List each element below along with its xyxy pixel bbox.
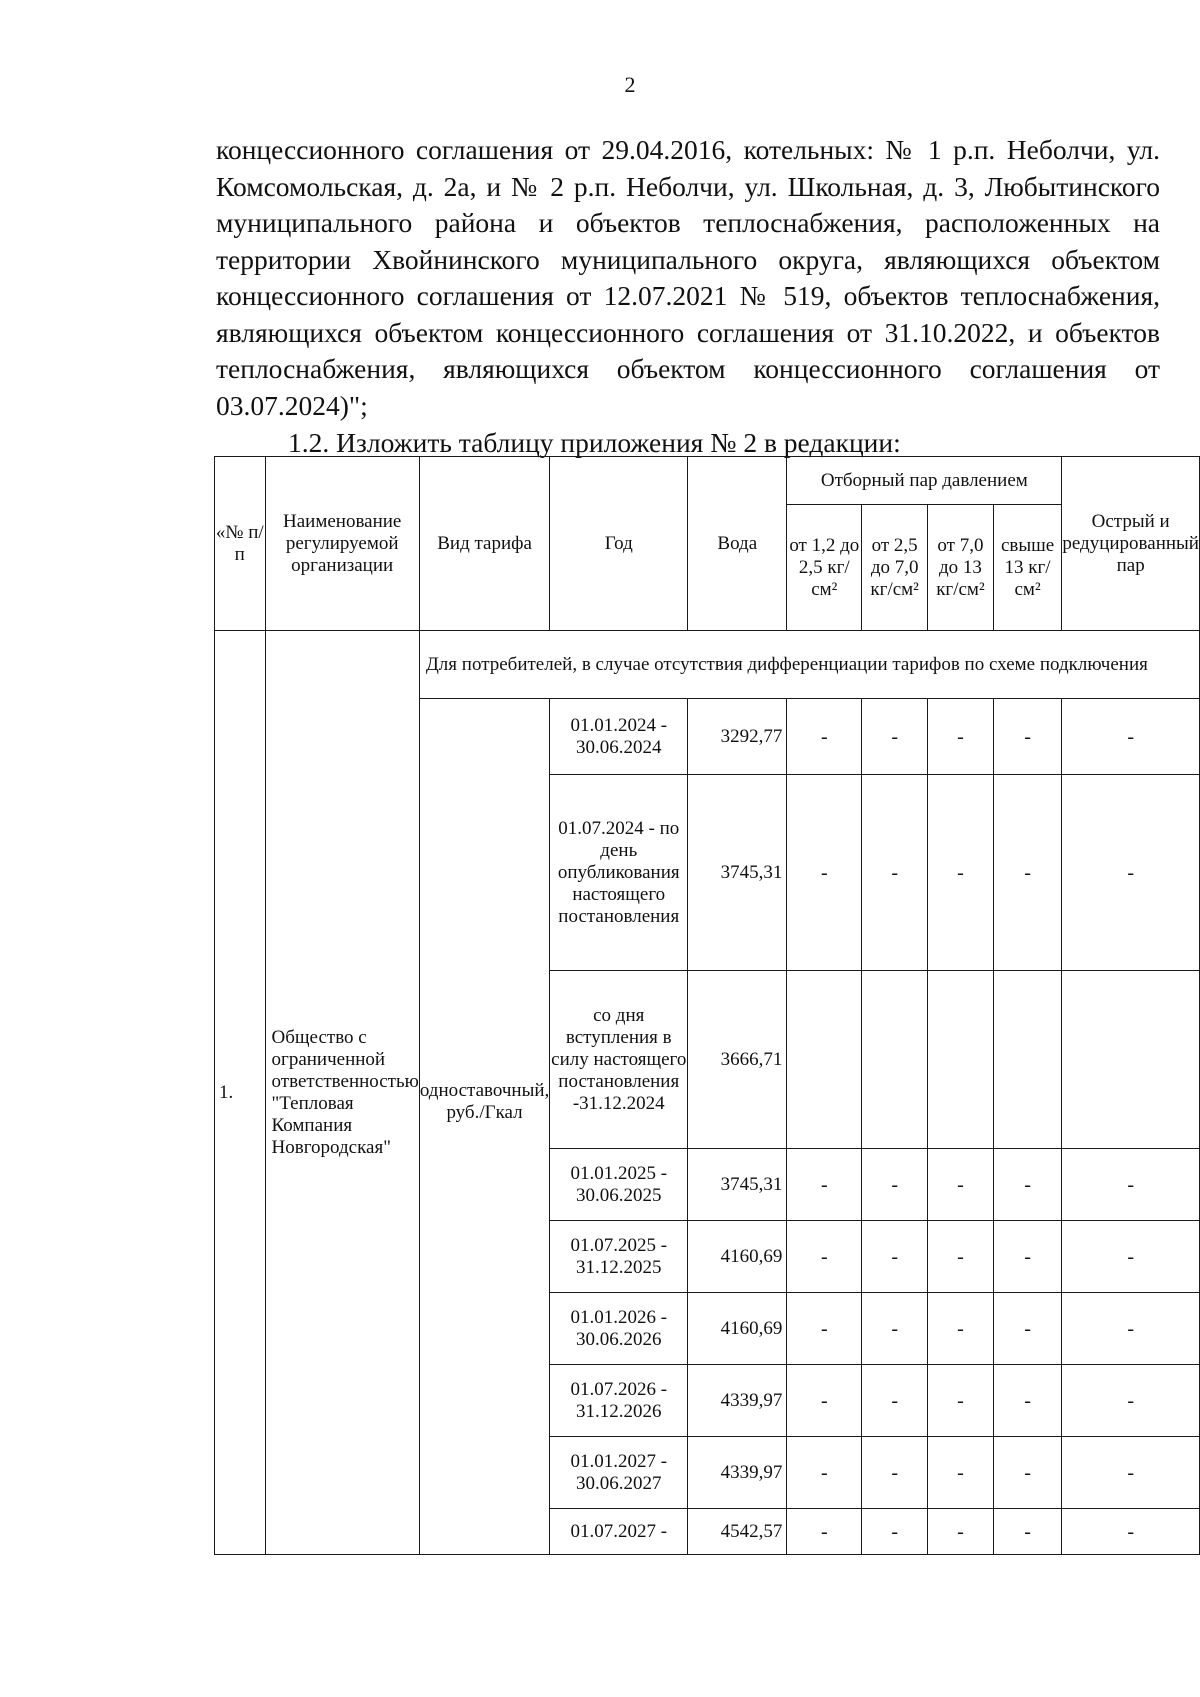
- steam-2-value: -: [862, 1293, 928, 1365]
- steam-4-value: -: [993, 1437, 1062, 1509]
- paragraph-line: концессионного соглашения от 12.07.2021 № 519, объектов теплоснабжения,: [216, 280, 1160, 311]
- header-steam-1: от 1,2 до 2,5 кг/см²: [787, 505, 862, 631]
- steam-1-value: -: [787, 1365, 862, 1437]
- steam-1-value: -: [787, 1509, 862, 1555]
- steam-3-value: -: [928, 1509, 994, 1555]
- header-sharp: Острый и редуцированный пар: [1062, 457, 1200, 631]
- steam-2-value: -: [862, 1365, 928, 1437]
- steam-3-value: [928, 971, 994, 1149]
- paragraph-line: теплоснабжения, являющихся объектом концессионного соглашения от: [216, 353, 1160, 384]
- header-steam-3: от 7,0 до 13 кг/см²: [928, 505, 994, 631]
- header-steam-2: от 2,5 до 7,0 кг/см²: [862, 505, 928, 631]
- paragraph-line: 03.07.2024)";: [216, 389, 368, 421]
- header-num: «№ п/п: [215, 457, 266, 631]
- steam-1-value: -: [787, 1149, 862, 1221]
- steam-3-value: -: [928, 775, 994, 971]
- steam-2-value: -: [862, 1149, 928, 1221]
- period-cell: 01.01.2024 - 30.06.2024: [550, 699, 688, 775]
- water-value: 3745,31: [688, 1149, 787, 1221]
- water-value: 3666,71: [688, 971, 787, 1149]
- steam-4-value: [993, 971, 1062, 1149]
- steam-2-value: -: [862, 1509, 928, 1555]
- steam-1-value: [787, 971, 862, 1149]
- steam-2-value: -: [862, 1437, 928, 1509]
- steam-1-value: -: [787, 1293, 862, 1365]
- period-cell: со дня вступления в силу настоящего постановления -31.12.2024: [550, 971, 688, 1149]
- steam-3-value: -: [928, 1293, 994, 1365]
- water-value: 3292,77: [688, 699, 787, 775]
- organization-name: Общество с ограниченной ответственностью "Тепловая Компания Новгородская": [265, 631, 419, 1555]
- water-value: 4339,97: [688, 1437, 787, 1509]
- water-value: 4160,69: [688, 1221, 787, 1293]
- sharp-steam-value: -: [1062, 1149, 1200, 1221]
- header-water: Вода: [688, 457, 787, 631]
- steam-3-value: -: [928, 1149, 994, 1221]
- steam-4-value: -: [993, 1509, 1062, 1555]
- header-year: Год: [550, 457, 688, 631]
- steam-1-value: -: [787, 1221, 862, 1293]
- header-steam-4: свыше 13 кг/см²: [993, 505, 1062, 631]
- sharp-steam-value: -: [1062, 1365, 1200, 1437]
- tariff-kind: одноставочный, руб./Гкал: [419, 699, 549, 1555]
- tariff-table: [214, 456, 1200, 1555]
- paragraph-line: Комсомольская, д. 2а, и № 2 р.п. Неболчи, ул. Школьная, д. 3, Любытинского: [216, 170, 1160, 202]
- steam-4-value: -: [993, 1149, 1062, 1221]
- water-value: 4160,69: [688, 1293, 787, 1365]
- sharp-steam-value: -: [1062, 1509, 1200, 1555]
- sharp-steam-value: -: [1062, 775, 1200, 971]
- steam-3-value: -: [928, 1221, 994, 1293]
- water-value: 4339,97: [688, 1365, 787, 1437]
- sharp-steam-value: -: [1062, 1437, 1200, 1509]
- water-value: 4542,57: [688, 1509, 787, 1555]
- steam-3-value: -: [928, 1365, 994, 1437]
- period-cell: 01.01.2026 - 30.06.2026: [550, 1293, 688, 1365]
- period-cell: 01.07.2026 - 31.12.2026: [550, 1365, 688, 1437]
- header-kind: Вид тарифа: [419, 457, 549, 631]
- steam-4-value: -: [993, 699, 1062, 775]
- water-value: 3745,31: [688, 775, 787, 971]
- period-cell: 01.07.2027 -: [550, 1509, 688, 1555]
- steam-2-value: [862, 971, 928, 1149]
- instruction-line: 1.2. Изложить таблицу приложения № 2 в редакции:: [288, 427, 901, 458]
- steam-3-value: -: [928, 699, 994, 775]
- sharp-steam-value: -: [1062, 1293, 1200, 1365]
- period-cell: 01.01.2027 - 30.06.2027: [550, 1437, 688, 1509]
- steam-2-value: -: [862, 775, 928, 971]
- steam-4-value: -: [993, 1365, 1062, 1437]
- steam-2-value: -: [862, 699, 928, 775]
- header-org: Наименование регулируемой организации: [265, 457, 419, 631]
- period-cell: 01.07.2025 - 31.12.2025: [550, 1221, 688, 1293]
- steam-1-value: -: [787, 699, 862, 775]
- sharp-steam-value: [1062, 971, 1200, 1149]
- row-number: 1.: [215, 631, 266, 1555]
- header-steam-group: Отборный пар давлением: [787, 457, 1062, 505]
- section-title: Для потребителей, в случае отсутствия дифференциации тарифов по схеме подключения: [419, 631, 1199, 699]
- period-cell: 01.07.2024 - по день опубликования настоящего постановления: [550, 775, 688, 971]
- period-cell: 01.01.2025 - 30.06.2025: [550, 1149, 688, 1221]
- sharp-steam-value: -: [1062, 1221, 1200, 1293]
- steam-4-value: -: [993, 1293, 1062, 1365]
- steam-1-value: -: [787, 1437, 862, 1509]
- steam-3-value: -: [928, 1437, 994, 1509]
- sharp-steam-value: -: [1062, 699, 1200, 775]
- steam-1-value: -: [787, 775, 862, 971]
- paragraph-line: муниципального района и объектов теплоснабжения, расположенных на: [216, 207, 1160, 238]
- paragraph-line: концессионного соглашения от 29.04.2016, котельных: № 1 р.п. Неболчи, ул.: [216, 134, 1160, 165]
- body-paragraph: [216, 132, 1160, 424]
- paragraph-line: являющихся объектом концессионного соглашения от 31.10.2022, и объектов: [216, 316, 1160, 348]
- steam-4-value: -: [993, 775, 1062, 971]
- steam-2-value: -: [862, 1221, 928, 1293]
- paragraph-line: территории Хвойнинского муниципального округа, являющихся объектом: [216, 243, 1160, 275]
- page-number: 2: [624, 72, 636, 97]
- steam-4-value: -: [993, 1221, 1062, 1293]
